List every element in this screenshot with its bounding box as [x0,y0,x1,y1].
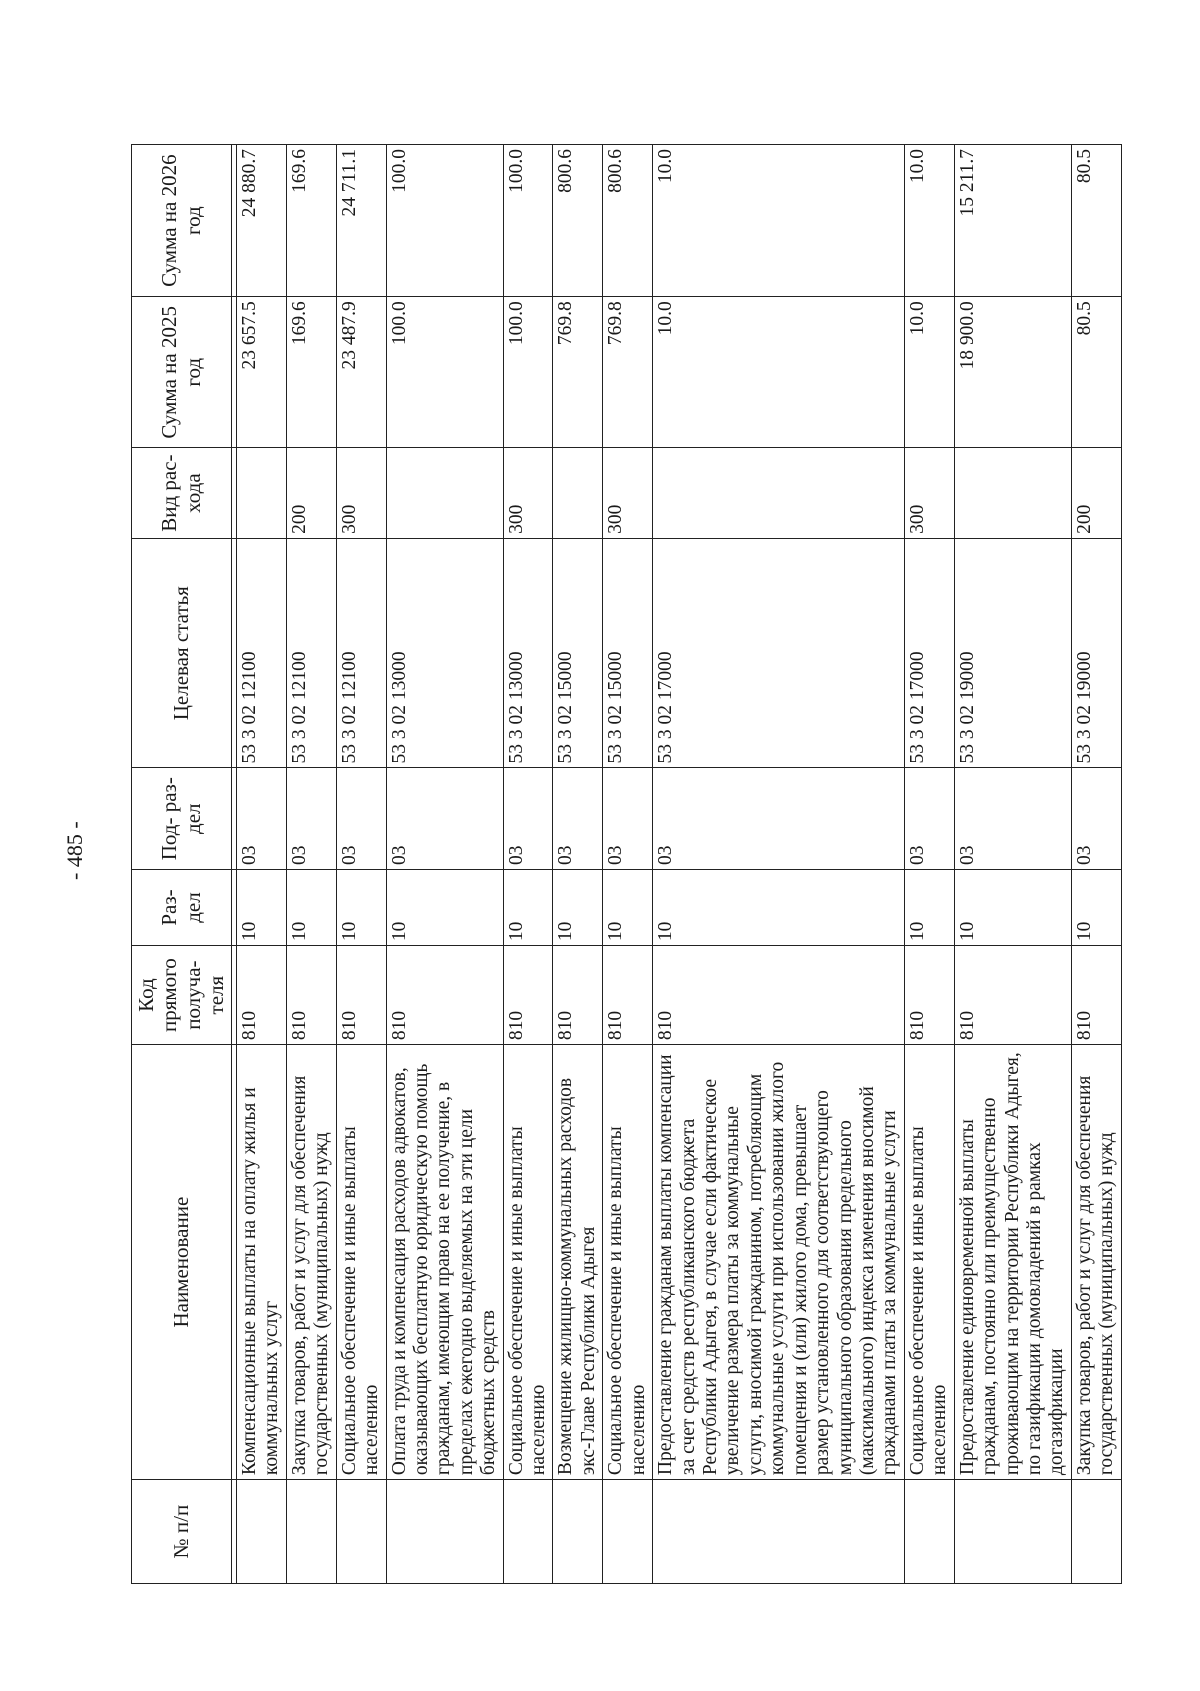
table-row [904,145,954,1584]
cell-name: Социальное обеспечение и иные выплаты населению [603,1045,653,1480]
cell-target: 53 3 02 17000 [904,538,954,768]
cell-target: 53 3 02 13000 [503,538,553,768]
rotated-table-wrapper [131,144,1118,1584]
cell-sum2025: 80.5 [1071,297,1121,448]
cell-sum2026: 100.0 [503,145,553,297]
cell-sum2025: 23 487.9 [336,297,386,448]
cell-sum2026: 800.6 [603,145,653,297]
cell-target: 53 3 02 15000 [553,538,603,768]
table-body [237,145,1122,1584]
cell-target: 53 3 02 17000 [653,538,905,768]
cell-name: Возмещение жилищно-коммунальных расходов экс-Главе Республики Адыгея [553,1045,603,1480]
cell-razdel: 10 [603,869,653,945]
cell-code: 810 [386,946,503,1045]
cell-code: 810 [603,946,653,1045]
cell-podrazdel: 03 [1071,768,1121,869]
header-row [132,145,232,1584]
table-row [1071,145,1121,1584]
cell-podrazdel: 03 [386,768,503,869]
cell-podrazdel: 03 [553,768,603,869]
cell-razdel: 10 [1071,869,1121,945]
cell-sum2025: 769.8 [553,297,603,448]
cell-target: 53 3 02 15000 [603,538,653,768]
cell-podrazdel: 03 [336,768,386,869]
page-number: - 485 - [62,821,87,880]
cell-num [286,1480,336,1584]
cell-num [954,1480,1071,1584]
cell-sum2025: 100.0 [503,297,553,448]
cell-num [336,1480,386,1584]
cell-vid: 200 [286,448,336,539]
cell-name: Компенсационные выплаты на оплату жилья и коммунальных услуг [237,1045,287,1480]
cell-podrazdel: 03 [954,768,1071,869]
cell-razdel: 10 [503,869,553,945]
cell-num [653,1480,905,1584]
cell-code: 810 [503,946,553,1045]
cell-sum2026: 10.0 [904,145,954,297]
cell-vid: 300 [336,448,386,539]
cell-razdel: 10 [954,869,1071,945]
cell-name: Социальное обеспечение и иные выплаты населению [336,1045,386,1480]
cell-vid [553,448,603,539]
cell-sum2025: 18 900.0 [954,297,1071,448]
cell-num [503,1480,553,1584]
table-row [603,145,653,1584]
cell-sum2025: 23 657.5 [237,297,287,448]
cell-target: 53 3 02 12100 [237,538,287,768]
cell-num [386,1480,503,1584]
cell-target: 53 3 02 13000 [386,538,503,768]
cell-vid: 300 [503,448,553,539]
cell-vid [386,448,503,539]
cell-razdel: 10 [237,869,287,945]
cell-podrazdel: 03 [503,768,553,869]
cell-sum2025: 10.0 [904,297,954,448]
header-num: № п/п [132,1480,232,1584]
cell-razdel: 10 [553,869,603,945]
cell-name: Социальное обеспечение и иные выплаты населению [904,1045,954,1480]
table-row [336,145,386,1584]
cell-sum2025: 769.8 [603,297,653,448]
table-row [653,145,905,1584]
cell-code: 810 [286,946,336,1045]
table-row [503,145,553,1584]
cell-vid [237,448,287,539]
budget-table [131,144,1122,1584]
cell-vid: 300 [603,448,653,539]
cell-sum2026: 800.6 [553,145,603,297]
cell-sum2025: 100.0 [386,297,503,448]
header-sum2025: Сумма на 2025 год [132,297,232,448]
cell-target: 53 3 02 19000 [954,538,1071,768]
cell-num [553,1480,603,1584]
cell-vid [954,448,1071,539]
cell-target: 53 3 02 19000 [1071,538,1121,768]
table-row [286,145,336,1584]
header-razdel: Раз- дел [132,869,232,945]
cell-sum2025: 10.0 [653,297,905,448]
cell-podrazdel: 03 [603,768,653,869]
cell-num [1071,1480,1121,1584]
header-code: Код прямого получа- теля [132,946,232,1045]
cell-code: 810 [1071,946,1121,1045]
table-row [237,145,287,1584]
cell-target: 53 3 02 12100 [336,538,386,768]
cell-sum2025: 169.6 [286,297,336,448]
cell-razdel: 10 [336,869,386,945]
header-name: Наименование [132,1045,232,1480]
cell-name: Предоставление единовременной выплаты гражданам, постоянно или преимущественно проживающим на территории Республики Адыгея, по газификации домовладений в рамках догазификации [954,1045,1071,1480]
header-target: Целевая статья [132,538,232,768]
cell-num [904,1480,954,1584]
cell-vid [653,448,905,539]
cell-podrazdel: 03 [653,768,905,869]
cell-num [603,1480,653,1584]
table-row [386,145,503,1584]
cell-code: 810 [653,946,905,1045]
header-vid: Вид рас- хода [132,448,232,539]
cell-name: Оплата труда и компенсация расходов адвокатов, оказывающих бесплатную юридическую помощь гражданам, имеющим право на ее получение, в пределах ежегодно выделяемых на эти цели бюджетных средств [386,1045,503,1480]
header-podrazdel: Под- раз- дел [132,768,232,869]
cell-name: Социальное обеспечение и иные выплаты населению [503,1045,553,1480]
cell-name: Предоставление гражданам выплаты компенсации за счет средств республиканского бюджета Республики Адыгея, в случае если фактическое увеличение размера платы за коммунальные услуги, вносимой гражданином, потребляющим коммунальные услуги при использовании жилого помещения и (или) жилого дома, превышает размер установленного для соответствующего муниципального образования предельного (максимального) индекса изменения вносимой гражданами платы за коммунальные услуги [653,1045,905,1480]
cell-sum2026: 24 880.7 [237,145,287,297]
cell-name: Закупка товаров, работ и услуг для обеспечения государственных (муниципальных) нужд [286,1045,336,1480]
table-row [553,145,603,1584]
cell-razdel: 10 [386,869,503,945]
cell-code: 810 [336,946,386,1045]
cell-code: 810 [904,946,954,1045]
cell-podrazdel: 03 [904,768,954,869]
cell-name: Закупка товаров, работ и услуг для обеспечения государственных (муниципальных) нужд [1071,1045,1121,1480]
cell-razdel: 10 [904,869,954,945]
cell-sum2026: 100.0 [386,145,503,297]
cell-code: 810 [954,946,1071,1045]
cell-razdel: 10 [286,869,336,945]
cell-vid: 300 [904,448,954,539]
cell-sum2026: 15 211.7 [954,145,1071,297]
cell-target: 53 3 02 12100 [286,538,336,768]
cell-vid: 200 [1071,448,1121,539]
cell-code: 810 [553,946,603,1045]
header-sum2026: Сумма на 2026 год [132,145,232,297]
cell-sum2026: 24 711.1 [336,145,386,297]
cell-podrazdel: 03 [237,768,287,869]
cell-num [237,1480,287,1584]
cell-code: 810 [237,946,287,1045]
cell-sum2026: 10.0 [653,145,905,297]
cell-podrazdel: 03 [286,768,336,869]
table-row [954,145,1071,1584]
cell-razdel: 10 [653,869,905,945]
cell-sum2026: 169.6 [286,145,336,297]
cell-sum2026: 80.5 [1071,145,1121,297]
